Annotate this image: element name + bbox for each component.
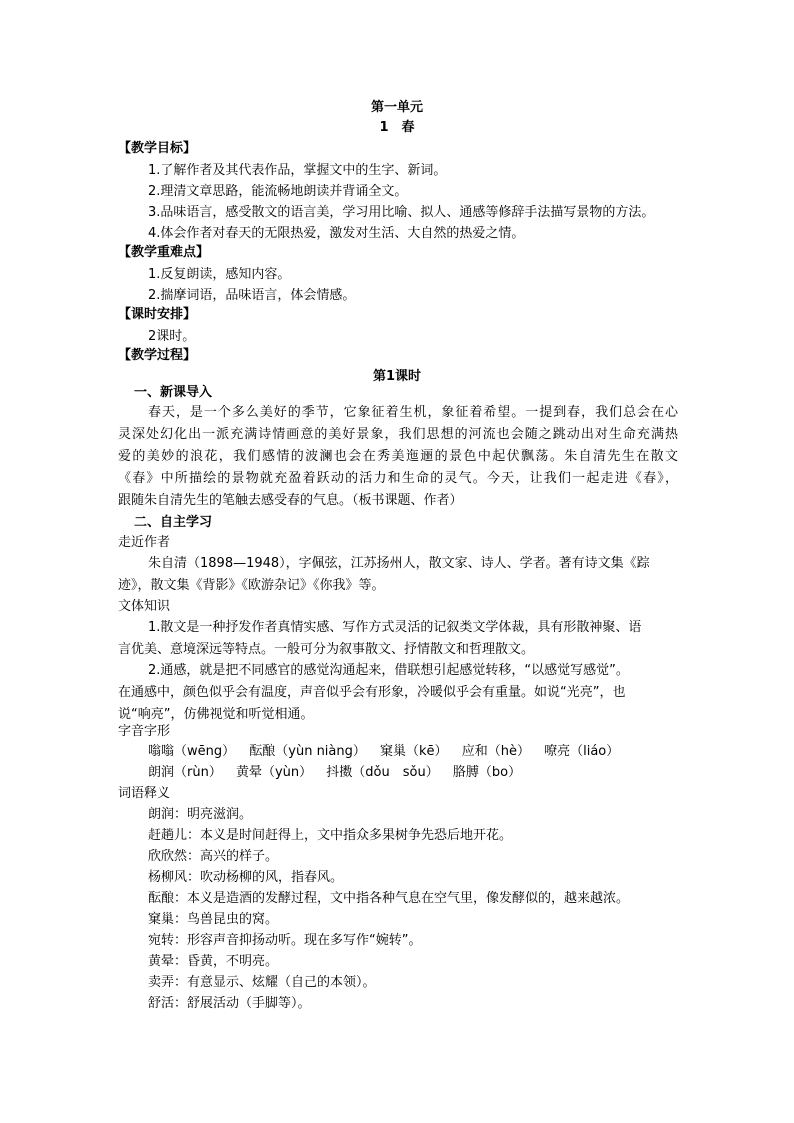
definitions-list bbox=[118, 804, 708, 1014]
author-line: 朱自清（1898—1948），字佩弦，江苏扬州人，散文家、诗人、学者。著有诗文集《踪 bbox=[148, 556, 650, 571]
knowledge-line: 在通感中，颜色似乎会有温度，声音似乎会有形象，冷暖似乎会有重量。如说“光亮”，也 bbox=[118, 685, 626, 700]
knowledge-paragraph-2 bbox=[118, 660, 678, 726]
definition-item: 舒活：舒展活动（手脚等）。 bbox=[148, 996, 311, 1011]
pronunciation-item: 嗡嗡（wēng） bbox=[148, 744, 236, 759]
pronunciation-label: 字音字形 bbox=[118, 724, 171, 739]
pronunciation-item: 酝酿（yùn niàng） bbox=[249, 744, 366, 759]
lesson-title: 1 春 bbox=[379, 120, 415, 135]
author-line: 迹》，散文集《背影》《欧游杂记》《你我》等。 bbox=[118, 578, 385, 593]
pronunciation-item: 窠巢（kē） bbox=[380, 744, 448, 759]
definition-item: 黄晕：昏黄，不明亮。 bbox=[148, 954, 279, 969]
key-points-heading: 【教学重难点】 bbox=[118, 245, 210, 260]
intro-line: 爱的美妙的浪花，我们感情的波澜也会在秀美迤逦的景色中起伏飘荡。朱自清先生在散文 bbox=[118, 449, 678, 464]
definition-item: 酝酿：本义是造酒的发酵过程，文中指各种气息在空气里，像发酵似的，越来越浓。 bbox=[148, 891, 630, 906]
definition-item: 赶趟儿：本义是时间赶得上，文中指众多果树争先恐后地开花。 bbox=[148, 828, 513, 843]
author-label: 走近作者 bbox=[118, 535, 171, 550]
definition-item: 卖弄：有意显示、炫耀（自己的本领）。 bbox=[148, 975, 376, 990]
pronunciation-row bbox=[118, 763, 708, 783]
objective-item: 2.理清文章思路，能流畅地朗读并背诵全文。 bbox=[148, 184, 408, 199]
pronunciation-item: 胳膊（bo） bbox=[452, 765, 522, 780]
intro-line: 灵深处幻化出一派充满诗情画意的美好景象，我们思想的河流也会随之跳动出对生命充满热 bbox=[118, 427, 678, 442]
knowledge-line: 言优美、意境深远等特点。一般可分为叙事散文、抒情散文和哲理散文。 bbox=[118, 642, 535, 657]
definition-item: 窠巢：鸟兽昆虫的窝。 bbox=[148, 912, 279, 927]
knowledge-label: 文体知识 bbox=[118, 599, 171, 614]
section-two-heading: 二、自主学习 bbox=[134, 515, 213, 530]
definition-item: 朗润：明亮滋润。 bbox=[148, 807, 253, 822]
unit-title: 第一单元 bbox=[370, 100, 423, 115]
objectives-heading: 【教学目标】 bbox=[118, 141, 197, 156]
schedule-heading: 【课时安排】 bbox=[118, 307, 197, 322]
definition-item: 欣欣然：高兴的样子。 bbox=[148, 849, 279, 864]
knowledge-line: 说“响亮”，仿佛视觉和听觉相通。 bbox=[118, 707, 314, 722]
definition-item: 宛转：形容声音抑扬动听。现在多写作“婉转”。 bbox=[148, 933, 422, 948]
intro-paragraph bbox=[118, 402, 678, 512]
pronunciation-item: 应和（hè） bbox=[461, 744, 530, 759]
objective-item: 3.品味语言，感受散文的语言美，学习用比喻、拟人、通感等修辞手法描写景物的方法。 bbox=[148, 205, 655, 220]
knowledge-line: 2.通感，就是把不同感官的感觉沟通起来，借联想引起感觉转移，“以感觉写感觉”。 bbox=[148, 663, 629, 678]
process-heading: 【教学过程】 bbox=[118, 348, 197, 363]
section-one-heading: 一、新课导入 bbox=[134, 385, 213, 400]
author-paragraph bbox=[118, 553, 678, 597]
pronunciation-item: 抖擞（dǒu sǒu） bbox=[326, 765, 439, 780]
pronunciation-row bbox=[118, 742, 708, 762]
intro-line: 春天，是一个多么美好的季节，它象征着生机，象征着希望。一提到春，我们总会在心 bbox=[148, 405, 678, 420]
intro-line: 跟随朱自清先生的笔触去感受春的气息。（板书课题、作者） bbox=[118, 493, 463, 508]
key-point-item: 1.反复朗读，感知内容。 bbox=[148, 267, 291, 282]
objective-item: 4.体会作者对春天的无限热爱，激发对生活、大自然的热爱之情。 bbox=[148, 226, 525, 241]
pronunciation-item: 朗润（rùn） bbox=[148, 765, 222, 780]
definition-item: 杨柳风：吹动杨柳的风，指春风。 bbox=[148, 870, 344, 885]
knowledge-paragraph-1 bbox=[118, 617, 678, 661]
intro-line: 《春》中所描绘的景物就充盈着跃动的活力和生命的灵气。今天，让我们一起走进《春》， bbox=[118, 471, 678, 486]
objective-item: 1.了解作者及其代表作品，掌握文中的生字、新词。 bbox=[148, 163, 447, 178]
pronunciation-item: 嘹亮（liáo） bbox=[544, 744, 620, 759]
definitions-label: 词语释义 bbox=[118, 786, 171, 801]
key-point-item: 2.揣摩词语，品味语言，体会情感。 bbox=[148, 288, 356, 303]
schedule-text: 2课时。 bbox=[148, 329, 196, 344]
period-title: 第1课时 bbox=[372, 369, 422, 384]
pronunciation-item: 黄晕（yùn） bbox=[235, 765, 313, 780]
knowledge-line: 1.散文是一种抒发作者真情实感、写作方式灵活的记叙类文学体裁，具有形散神聚、语 bbox=[148, 620, 642, 635]
